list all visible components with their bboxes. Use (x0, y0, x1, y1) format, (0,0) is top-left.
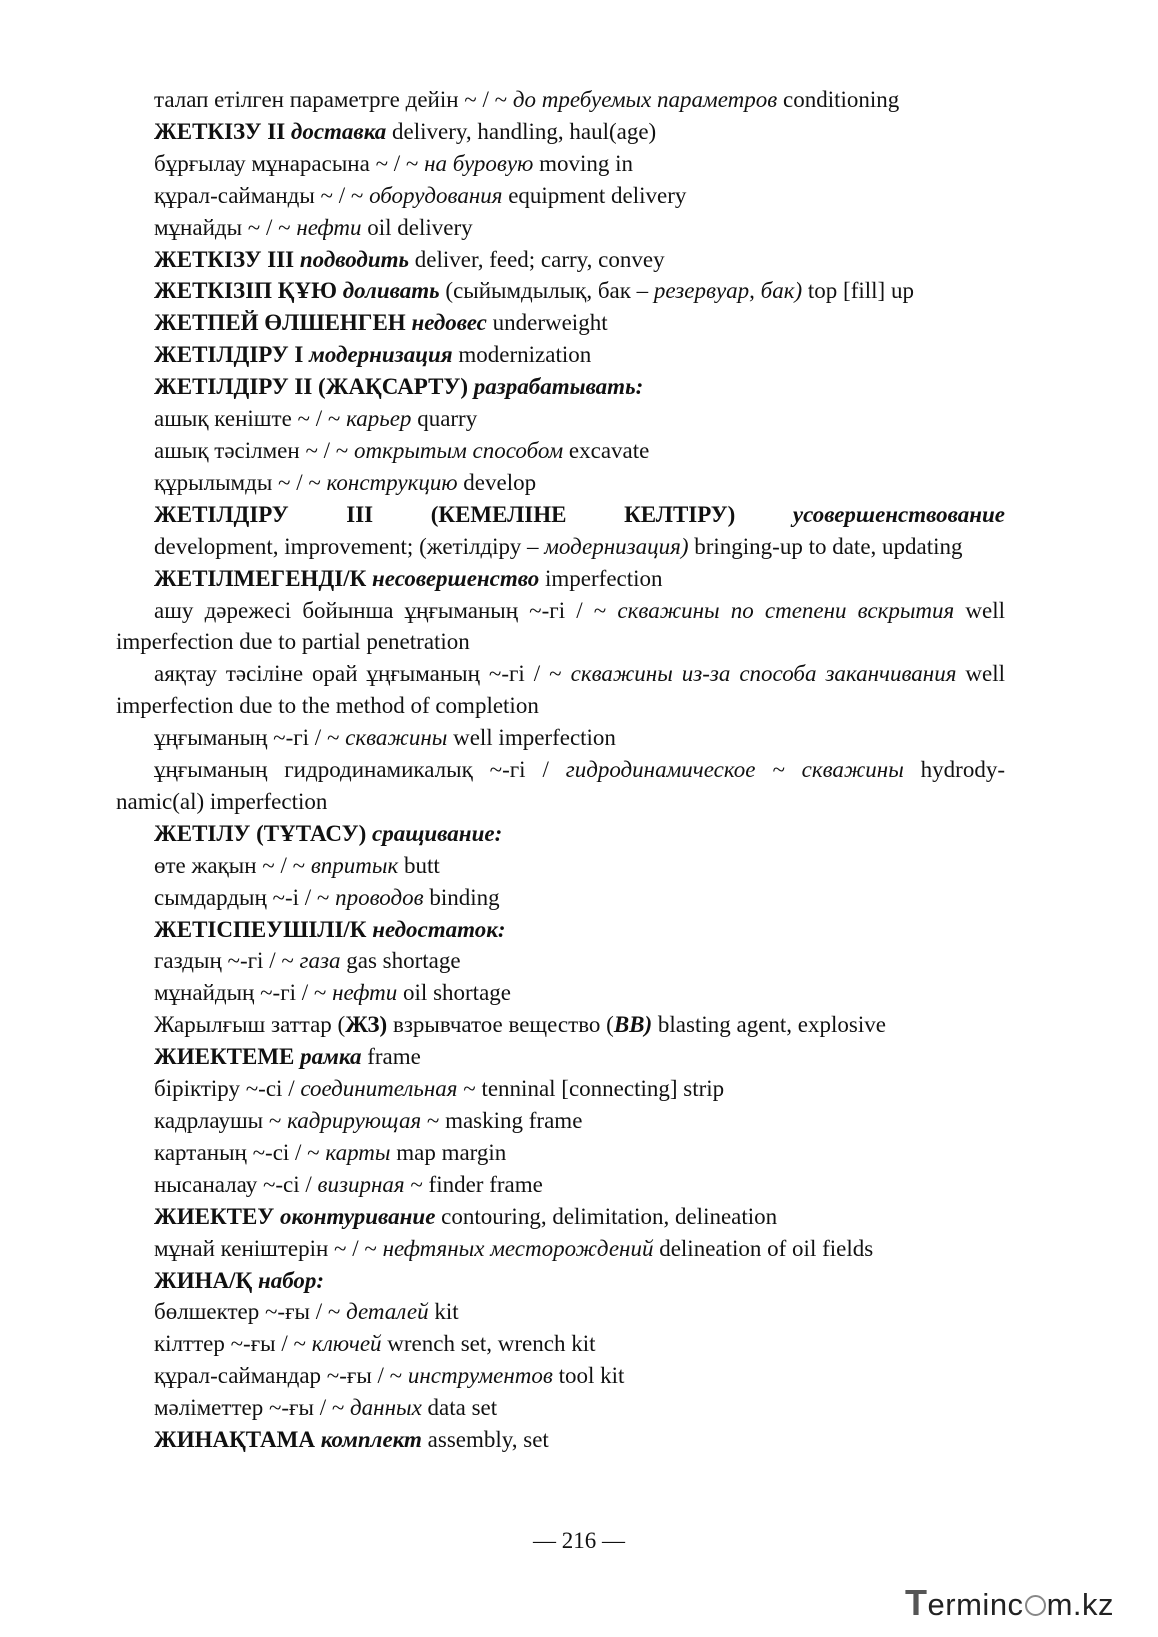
headword: ЖЕТКІЗІП ҚҰЮ (154, 278, 343, 304)
entry-text: сымдардың ~-і / ~ (154, 884, 336, 910)
entry-text: кадрлаушы ~ (154, 1108, 288, 1133)
russian-headword: недостаток: (372, 916, 506, 942)
dictionary-entry (116, 1424, 1005, 1456)
dictionary-entry (116, 180, 1005, 212)
russian-headword: подводить (299, 246, 410, 272)
headword: ІІІ (346, 501, 374, 527)
entry-text: map margin (390, 1139, 507, 1165)
entry-text: gas shortage (340, 948, 461, 974)
entry-text: data set (421, 1395, 498, 1421)
dictionary-entry (116, 307, 1005, 339)
entry-text: delivery, handling, haul(age) (386, 118, 657, 144)
dictionary-entry (116, 212, 1005, 244)
dictionary-entry (116, 1296, 1005, 1328)
entry-text: underweight (486, 310, 608, 336)
entry-text: imperfection (539, 565, 663, 591)
entry-text: нысаналау ~-сі / (154, 1171, 318, 1197)
entry-text: hydrody-namic(al) imperfection (116, 757, 1005, 814)
entry-text: moving in (533, 150, 634, 176)
entry-text: ашу дәрежесі бойынша ұңғыманың ~-гі / ~ (154, 597, 618, 623)
headword: ЖИЕКТЕМЕ (154, 1044, 301, 1070)
entry-text: quarry (411, 406, 478, 432)
headword: ЖИНА/Қ (154, 1267, 258, 1293)
headword: ЖЕТКІЗУ ІІ (154, 118, 291, 144)
entry-text: conditioning (777, 87, 900, 112)
headword: ЖЕТІЛДІРУ І (154, 342, 310, 368)
dictionary-entry (116, 499, 1005, 531)
russian-term: до требуемых параметров (512, 87, 778, 112)
russian-headword: доливать (342, 278, 440, 304)
dictionary-entry (116, 275, 1005, 307)
russian-term: на буровую (424, 150, 534, 176)
russian-term: карты (325, 1139, 391, 1165)
russian-term: скважины по степени вскрытия (617, 597, 955, 623)
russian-term: впритык (310, 852, 399, 878)
entry-text: газдың ~-гі / ~ (154, 948, 300, 974)
headword: ЖИЕКТЕУ (154, 1203, 280, 1229)
entry-text: талап етілген параметрге дейін ~ / ~ (154, 87, 513, 112)
entry-text: modernization (452, 342, 592, 368)
entry-text: кілттер ~-ғы / ~ (154, 1331, 312, 1357)
entry-text: құрылымды ~ / ~ (154, 469, 327, 495)
russian-term: резервуар, бак) (653, 278, 803, 304)
entry-text: binding (423, 884, 500, 910)
russian-term: конструкцию (326, 469, 458, 495)
russian-term: гидродинамическое ~ скважины (565, 757, 904, 783)
dictionary-entry (116, 1392, 1005, 1424)
entry-text: ұңғыманың гидродинамикалық ~-гі / (154, 757, 566, 783)
entry-text: аяқтау тәсіліне орай ұңғыманың ~-гі / ~ (154, 661, 571, 687)
dictionary-entry (116, 1137, 1005, 1169)
dictionary-entry (116, 1073, 1005, 1105)
russian-term: модернизация) (544, 533, 689, 559)
entry-text: Жарылғыш заттар ( (154, 1012, 346, 1038)
russian-term: скважины из-за способа заканчивания (570, 661, 957, 687)
russian-headword: усовершенствование (792, 501, 1006, 527)
entry-text: well imperfection due to partial penetration (116, 597, 1005, 655)
dictionary-entry (116, 1328, 1005, 1360)
headword: ЖИНАҚТАМА (154, 1427, 321, 1453)
russian-headword: оконтуривание (279, 1203, 436, 1229)
entry-text: top [fill] up (802, 278, 914, 304)
russian-headword: недовес (411, 310, 487, 336)
dictionary-entry (116, 658, 1005, 722)
entry-text: өте жақын ~ / ~ (154, 852, 311, 878)
entry-text: blasting agent, explosive (652, 1012, 886, 1038)
dictionary-entry (116, 1041, 1005, 1073)
headword: ЖЕТІСПЕУШІЛІ/К (154, 916, 373, 942)
entry-text: құрал-саймандар ~-ғы / ~ (154, 1363, 408, 1389)
dictionary-page (116, 84, 1005, 1456)
entry-text: kit (428, 1299, 459, 1325)
headword: (КЕМЕЛІНЕ (430, 501, 567, 527)
logo-text-end: m.kz (1046, 1587, 1114, 1622)
dictionary-entry (116, 945, 1005, 977)
russian-headword: рамка (300, 1044, 362, 1070)
entry-text: contouring, delimitation, delineation (435, 1203, 778, 1229)
dictionary-entry (116, 1009, 1005, 1041)
dictionary-entry (116, 84, 1005, 116)
dictionary-entry (116, 531, 1005, 563)
russian-term: скважины (345, 725, 448, 751)
headword: ЖЕТІЛМЕГЕНДІ/К (154, 565, 373, 591)
dictionary-entry (116, 1201, 1005, 1233)
entry-text: ~ tenninal [connecting] strip (457, 1076, 725, 1102)
entry-text: oil shortage (397, 980, 511, 1006)
dictionary-entry (116, 754, 1005, 818)
entry-text: frame (361, 1044, 421, 1070)
russian-term: визирная (317, 1171, 405, 1197)
dictionary-entry (116, 148, 1005, 180)
entry-text: бұрғылау мұнарасына ~ / ~ (154, 150, 425, 176)
russian-term: карьер (346, 406, 412, 432)
headword: ЖЕТКІЗУ ІІІ (154, 246, 300, 272)
entry-text: мұнайды ~ / ~ (154, 214, 297, 240)
dictionary-entry (116, 1105, 1005, 1137)
dictionary-entry (116, 595, 1005, 659)
russian-headword: несовершенство (372, 565, 540, 591)
entry-text: взрывчатое вещество ( (387, 1012, 614, 1038)
logo-letter-t: T (905, 1582, 928, 1623)
dictionary-entry (116, 850, 1005, 882)
entry-text: мәліметтер ~-ғы / ~ (154, 1395, 351, 1421)
dictionary-entry (116, 563, 1005, 595)
entry-text: бөлшектер ~-ғы / ~ (154, 1299, 347, 1325)
entry-text: мұнайдың ~-гі / ~ (154, 980, 333, 1006)
magnifier-icon (1025, 1595, 1046, 1616)
dictionary-entry (116, 244, 1005, 276)
dictionary-entry (116, 371, 1005, 403)
russian-headword: набор: (257, 1267, 325, 1293)
headword: ЖЕТІЛДІРУ (154, 501, 289, 527)
headword: ЖЗ) (345, 1012, 388, 1038)
dictionary-entry (116, 977, 1005, 1009)
headword: ЖЕТІЛУ (ТҰТАСУ) (154, 820, 373, 846)
entry-text: біріктіру ~-сі / (154, 1076, 301, 1102)
russian-term: инструментов (407, 1363, 553, 1389)
russian-term: соединительная (300, 1076, 458, 1102)
headword: ЖЕТІЛДІРУ ІІ (ЖАҚСАРТУ) (154, 374, 474, 400)
entry-text: equipment delivery (502, 182, 687, 208)
logo-text-mid: erminc (927, 1587, 1024, 1622)
dictionary-entry (116, 403, 1005, 435)
dictionary-entry (116, 914, 1005, 946)
russian-term: кадрирующая (287, 1108, 422, 1133)
dictionary-entry (116, 1265, 1005, 1297)
dictionary-entry (116, 722, 1005, 754)
russian-term: данных (350, 1395, 422, 1421)
entry-text: ашық тәсілмен ~ / ~ (154, 437, 354, 463)
entry-text: ұңғыманың ~-гі / ~ (154, 725, 346, 751)
russian-term: нефти (332, 980, 398, 1006)
russian-term: ключей (311, 1331, 382, 1357)
entry-text: assembly, set (421, 1427, 549, 1453)
entry-text: develop (457, 469, 537, 495)
russian-term: оборудования (369, 182, 503, 208)
entry-text: құрал-сайманды ~ / ~ (154, 182, 370, 208)
entry-text: well imperfection due to the method of completion (116, 661, 1006, 719)
russian-headword: разрабатывать: (473, 374, 644, 400)
russian-term: открытым способом (353, 437, 564, 463)
russian-term: деталей (346, 1299, 429, 1325)
entry-text: bringing-up to date, updating (688, 533, 963, 559)
entry-text: (сыйымдылық, бак – (439, 278, 654, 304)
russian-term: газа (299, 948, 341, 974)
entry-text: butt (398, 852, 440, 878)
dictionary-entry (116, 435, 1005, 467)
russian-headword: комплект (320, 1427, 422, 1453)
dictionary-entry (116, 116, 1005, 148)
entry-text: ашық кеніште ~ / ~ (154, 406, 347, 432)
page-number: — 216 — (533, 1528, 625, 1553)
headword: ЖЕТПЕЙ ӨЛШЕНГЕН (154, 310, 412, 336)
termincom-logo (905, 1582, 1114, 1624)
russian-term: нефтяных месторождений (382, 1235, 654, 1261)
entry-text: tool kit (552, 1363, 625, 1389)
entry-text: мұнай кеніштерін ~ / ~ (154, 1235, 383, 1261)
entry-text: well imperfection (447, 725, 616, 751)
dictionary-entry (116, 1169, 1005, 1201)
headword: КЕЛТІРУ) (624, 501, 736, 527)
russian-term: проводов (335, 884, 424, 910)
dictionary-entry (116, 339, 1005, 371)
entry-text: deliver, feed; carry, convey (409, 246, 665, 272)
entry-text: development, improvement; (жетілдіру – (154, 533, 545, 559)
russian-headword: модернизация (309, 342, 453, 368)
entry-text: excavate (563, 437, 650, 463)
entry-text: ~ masking frame (421, 1108, 583, 1133)
russian-term: нефти (296, 214, 362, 240)
entry-text: картаның ~-сі / ~ (154, 1139, 326, 1165)
dictionary-entry (116, 467, 1005, 499)
russian-headword: сращивание: (372, 820, 503, 846)
dictionary-entry (116, 882, 1005, 914)
russian-headword: ВВ) (613, 1012, 653, 1038)
entry-text: oil delivery (361, 214, 473, 240)
dictionary-entry (116, 1233, 1005, 1265)
russian-headword: доставка (290, 118, 387, 144)
dictionary-entry (116, 1360, 1005, 1392)
entry-text: delineation of oil fields (653, 1235, 874, 1261)
entry-text: wrench set, wrench kit (381, 1331, 596, 1357)
entry-text: ~ finder frame (404, 1171, 543, 1197)
dictionary-entry (116, 818, 1005, 850)
